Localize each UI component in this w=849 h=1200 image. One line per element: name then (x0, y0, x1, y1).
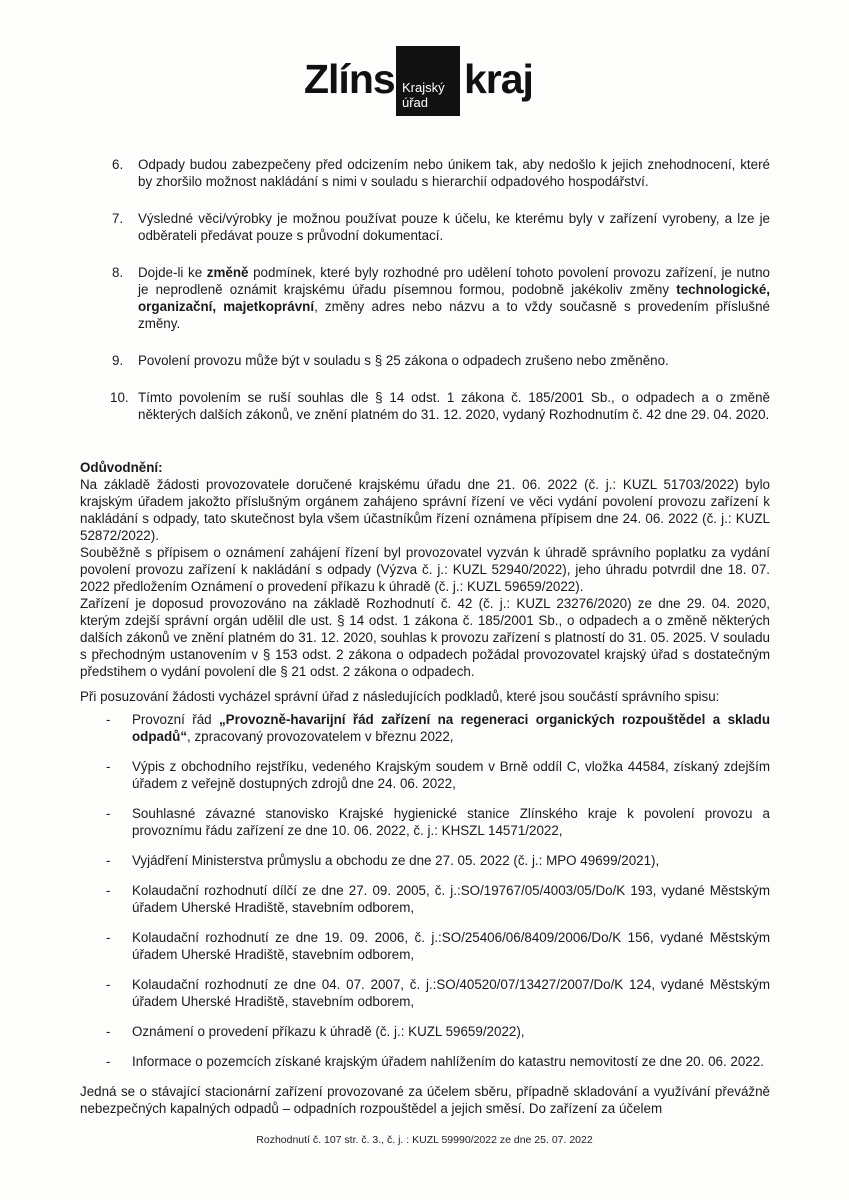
logo-word-left: Zlíns (304, 56, 395, 102)
list-item (80, 929, 770, 963)
item-number: 9. (112, 353, 124, 368)
document-body (80, 156, 770, 1117)
logo-word-right: kraj (464, 56, 533, 102)
item-text-part: Dojde-li ke (138, 265, 207, 280)
item-text-part: podmínek, které byly rozhodné pro udělení tohoto povolení provozu zařízení, je nutno je neprodleně oznámit krajskému úřadu písemnou formou, podobně jakékoliv změny (138, 265, 771, 297)
list-item (80, 711, 770, 745)
item-text-bold: technologické, organizační, majetkoprávní (138, 282, 770, 314)
list-item-text: Kolaudační rozhodnutí ze dne 04. 07. 2007, č. j.:SO/40520/07/13427/2007/Do/K 124, vydané Městským úřadem Uherské Hradiště, stavebním odborem, (132, 977, 770, 1009)
logo-box (396, 46, 460, 116)
list-item (80, 976, 770, 1010)
list-item-text: Provozní řád (132, 712, 219, 727)
numbered-item-10 (80, 389, 770, 423)
numbered-item-6 (80, 156, 770, 190)
list-item (80, 805, 770, 839)
list-dash: - (106, 806, 111, 821)
logo-box-line1: Krajský (402, 80, 445, 95)
list-dash: - (106, 759, 111, 774)
list-item-text: Kolaudační rozhodnutí ze dne 19. 09. 2006, č. j.:SO/25406/06/8409/2006/Do/K 156, vydané Městským úřadem Uherské Hradiště, stavebním odborem, (132, 930, 770, 962)
item-text: Tímto povolením se ruší souhlas dle § 14 odst. 1 zákona č. 185/2001 Sb., o odpadech a o změně některých dalších zákonů, ve znění platném do 31. 12. 2020, vydaný Rozhodnutím č. 42 dne 29. 04. 2020. (138, 390, 770, 422)
list-item (80, 758, 770, 792)
item-number: 7. (112, 211, 124, 226)
list-item (80, 852, 770, 869)
item-text: Odpady budou zabezpečeny před odcizením nebo únikem tak, aby nedošlo k jejich znehodnocení, které by zhoršilo možnost nakládání s nimi v souladu s hierarchií odpadového hospodářství. (138, 157, 770, 189)
list-item-text: Souhlasné závazné stanovisko Krajské hygienické stanice Zlínského kraje k povolení provozu a provoznímu řádu zařízení ze dne 10. 06. 2022, č. j.: KHSZL 14571/2022, (132, 806, 770, 838)
list-item-bold: „Provozně-havarijní řád zařízení na regeneraci organických rozpouštědel a skladu odpadů“ (132, 712, 770, 744)
numbered-item-7 (80, 210, 770, 244)
list-item (80, 882, 770, 916)
numbered-item-9 (80, 352, 770, 369)
list-item-text: Vyjádření Ministerstva průmyslu a obchodu ze dne 27. 05. 2022 (č. j.: MPO 49699/2021), (132, 853, 660, 868)
reasoning-paragraph-4: Při posuzování žádosti vycházel správní úřad z následujících podkladů, které jsou součástí správního spisu: (80, 689, 720, 704)
list-dash: - (106, 1054, 111, 1069)
page-footer: Rozhodnutí č. 107 str. č. 3., č. j. : KUZL 59990/2022 ze dne 25. 07. 2022 (256, 1134, 593, 1146)
reasoning-paragraph-3: Zařízení je doposud provozováno na základě Rozhodnutí č. 42 (č. j.: KUZL 23276/2020) ze dne 29. 04. 2020, kterým zdejší správní orgán udělil dle ust. § 14 odst. 1 zákona č. 185/2001 Sb., o odpadech a o změně některých dalších zákonů ve znění platném do 31. 12. 2020, souhlas k provozu zařízení s platností do 31. 05. 2025. V souladu s přechodným ustanovením v § 153 odst. 2 zákona o odpadech požádal provozovatel krajský úřad s dostatečným předstihem o vydání povolení dle § 21 odst. 2 zákona o odpadech. (80, 596, 770, 679)
list-dash: - (106, 853, 111, 868)
list-item-text: , zpracovaný provozovatelem v březnu 2022, (187, 729, 454, 744)
item-number: 10. (110, 390, 129, 405)
item-text: Výsledné věci/výrobky je možnou používat pouze k účelu, ke kterému byly v zařízení vyrobeny, a lze je odběrateli předávat pouze s průvodní dokumentací. (138, 211, 770, 243)
list-dash: - (106, 712, 111, 727)
list-item-text: Oznámení o provedení příkazu k úhradě (č. j.: KUZL 59659/2022), (132, 1024, 525, 1039)
reasoning-paragraph-1: Na základě žádosti provozovatele doručené krajskému úřadu dne 21. 06. 2022 (č. j.: KUZL 51703/2022) bylo krajským úřadem jakožto příslušným orgánem zahájeno správní řízení ve věci vydání povolení provozu zařízení k nakládání s odpady, tato skutečnost byla všem účastníkům řízení oznámena přípisem dne 24. 06. 2022 (č. j.: KUZL 52872/2022). (80, 477, 770, 543)
item-number: 6. (112, 157, 124, 172)
list-item-text: Kolaudační rozhodnutí dílčí ze dne 27. 09. 2005, č. j.:SO/19767/05/4003/05/Do/K 193, vydané Městským úřadem Uherské Hradiště, stavebním odborem, (132, 883, 770, 915)
list-item (80, 1053, 770, 1070)
item-text-part: , změny adres nebo názvu a to vždy současně s provedením příslušné změny. (138, 299, 770, 331)
closing-paragraph: Jedná se o stávající stacionární zařízení provozované za účelem sběru, případně skladování a využívání převážně nebezpečných kapalných odpadů – odpadních rozpouštědel a jejich směsí. Do zařízení za účelem (80, 1084, 770, 1116)
list-item-text: Výpis z obchodního rejstříku, vedeného Krajským soudem v Brně oddíl C, vložka 44584, získaný zdejším úřadem z veřejně dostupných zdrojů dne 24. 06. 2022, (132, 759, 770, 791)
list-dash: - (106, 930, 111, 945)
reasoning-paragraph-2: Souběžně s přípisem o oznámení zahájení řízení byl provozovatel vyzván k úhradě správního poplatku za vydání povolení provozu zařízení k nakládání s odpady (Výzva č. j.: KUZL 52940/2022), jeho úhradu potvrdil dne 18. 07. 2022 předložením Oznámení o provedení příkazu k úhradě (č. j.: KUZL 59659/2022). (80, 545, 770, 594)
list-dash: - (106, 883, 111, 898)
list-item (80, 1023, 770, 1040)
zlinsky-kraj-logo (0, 44, 849, 116)
list-dash: - (106, 1024, 111, 1039)
item-text-bold: změně (206, 265, 249, 280)
item-number: 8. (112, 265, 124, 280)
item-text: Povolení provozu může být v souladu s § 25 zákona o odpadech zrušeno nebo změněno. (138, 353, 669, 368)
source-documents-list (80, 711, 770, 1070)
list-item-text: Informace o pozemcích získané krajským úřadem nahlížením do katastru nemovitostí ze dne 20. 06. 2022. (132, 1054, 764, 1069)
reasoning-heading: Odůvodnění: (80, 460, 163, 475)
logo-box-line2: úřad (402, 95, 429, 110)
numbered-item-8 (80, 264, 770, 332)
list-dash: - (106, 977, 111, 992)
